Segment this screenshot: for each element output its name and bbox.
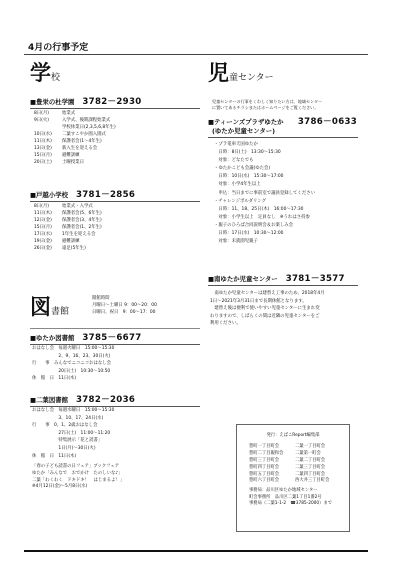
office-line: 事務局：品川区ゆたか地域センター [249, 488, 318, 494]
event-date: 8日(月) [34, 111, 50, 116]
section-underline [208, 137, 358, 138]
association-row [249, 451, 349, 458]
event-text: 遠足(5年生) [62, 246, 86, 252]
center-event-line: 日時：10日(水) 15:30～17:00 [214, 174, 284, 180]
library-detail-line: おはなし会 毎週火曜日 15:00～15:30 [32, 346, 115, 351]
library-detail-line: おはなし会 毎週水曜日 15:00～15:30 [32, 408, 115, 413]
section-underline [30, 108, 200, 109]
school-tel: 3782－2930 [82, 97, 142, 107]
header-divider [24, 54, 368, 55]
event-row [34, 152, 116, 159]
library-divider [30, 328, 200, 329]
center-name: ■南ゆたか児童センター [208, 275, 278, 283]
association-name: 二葉二丁目町会 [295, 457, 326, 463]
library-name: ■二葉図書館 [30, 396, 68, 404]
event-text: 土曜授業日 [62, 160, 84, 166]
school-heading-big: 学 [30, 60, 51, 85]
school-heading-small: 校 [51, 73, 61, 83]
event-row [34, 238, 102, 245]
event-row [34, 210, 102, 217]
center-tel: 3781－3577 [285, 274, 345, 284]
hours-weekday: 月曜日～土曜日 9：00～20：00 [92, 302, 157, 308]
event-row [34, 231, 102, 238]
center-event-line: ・ゆたかこども会議(ゆた会) [214, 166, 271, 172]
association-row [249, 444, 349, 451]
center-event-line: 対象：未就園児親子 [214, 239, 258, 245]
event-row [34, 224, 102, 231]
event-text: 避難訓練 [62, 239, 80, 245]
notice-line: 1日～2021年3月31日まで長期休館となります。 [210, 298, 307, 304]
footer-divider [24, 550, 368, 552]
center-event-line: 日時：17日(水) 10:30～12:00 [214, 231, 284, 237]
library-detail-line: 2、9、16、23、30日(火) [32, 353, 111, 359]
event-date: 20日(土) [34, 160, 52, 166]
address-line: 町会事務所 品川区二葉1丁目1番2号 [249, 494, 322, 500]
association-name: 豊町五丁目町会 [249, 471, 280, 477]
association-name: 西大井三丁目町会 [295, 478, 330, 484]
town-association-list [237, 440, 349, 485]
library-hours [92, 296, 157, 316]
association-name: 豊町四丁目町会 [249, 464, 280, 470]
event-row [34, 245, 102, 252]
event-row [34, 110, 116, 117]
center-subname: (ゆたか児童センター) [212, 127, 276, 135]
event-row [34, 159, 116, 166]
center-event-line: 対象：どなたでも [214, 158, 254, 164]
event-text: 保護者会(5、6年生) [62, 211, 102, 217]
event-row [34, 203, 102, 210]
notice-line: 建替え後は便利で使いやすい児童センターに生まれ変 [210, 306, 320, 312]
library-detail-line: 休 館 日 11日(木) [32, 376, 77, 382]
event-date: 9日(火) [34, 118, 50, 124]
children-center-heading [208, 62, 274, 84]
center-section-title [208, 118, 357, 126]
notice-line: 利用ください。 [210, 321, 241, 327]
fair-line: ゆたか「みんなで おでかけ たのしいな♪」 [32, 470, 123, 476]
event-row [34, 217, 102, 224]
event-date [34, 124, 62, 131]
association-name: 二葉第一町会 [295, 450, 321, 456]
event-text: 避難訓練 [62, 153, 80, 159]
library-section-title [30, 334, 142, 342]
intro-line: 児童センターの行事をくわしく知りたい方は、地域センター [212, 99, 323, 104]
event-text: 始業式・入学式 [62, 204, 93, 209]
event-date: 15日(月) [34, 225, 52, 231]
event-date: 15日(月) [34, 153, 52, 159]
library-detail-line: 1日(月)～30日(火) [32, 445, 96, 451]
center-event-line: ・プラ電車天国ゆたか [214, 142, 258, 147]
library-heading [30, 296, 69, 318]
school-event-list [34, 110, 116, 166]
event-date: 19日(金) [34, 239, 52, 245]
center-event-line: 日時：11、18、25日(木) 16:00～17:30 [214, 206, 304, 212]
school-heading [30, 62, 60, 84]
publisher-title: 発行：えばこReport編集部 [266, 433, 320, 438]
association-name: 二葉一丁目町会 [295, 443, 326, 449]
association-name: 豊町一丁目町会 [249, 443, 280, 449]
contact-line: 事務局（二葉1-1-2 ☎3785-2000）まで [249, 500, 333, 506]
library-detail-line: 3、10、17、24日(水) [32, 415, 104, 421]
hours-holiday: 日曜日、祝日 9：00～17：00 [92, 309, 156, 315]
center-name: ■ティーンズプラザゆたか [208, 118, 290, 126]
event-text: 保護者会(3、4年生) [62, 218, 102, 224]
center-event-line: 対象：小学4年生以上 [214, 182, 261, 188]
event-date: 17日(水) [34, 232, 52, 238]
event-date: 8日(月) [34, 204, 50, 209]
event-text: 保護者会(1～4年生) [62, 139, 102, 145]
center-event-line: ・チャレンジボルダリング [214, 198, 267, 204]
association-name: 二葉四丁目町会 [295, 471, 326, 477]
event-text: 1年生を迎える会 [62, 232, 96, 238]
center-event-list [214, 141, 315, 246]
school-section-title [30, 191, 135, 199]
library-detail-line: 27日(土) 11:00～11:20 [32, 430, 111, 436]
hours-title: 開館時間 [92, 296, 110, 301]
center-event-line: 申込：当日までに事前室で議員登録してください [214, 190, 315, 196]
section-underline [208, 285, 358, 286]
event-row [34, 145, 116, 152]
library-heading-small: 書館 [51, 307, 70, 317]
event-row [34, 117, 116, 124]
school-event-list [34, 203, 102, 252]
association-row [249, 458, 349, 465]
center-event-line: ・親子のひろば合同説明会＆お楽しみ会 [214, 222, 294, 228]
event-text: 入学式、後期課程始業式 [62, 118, 111, 124]
center-event-line: 日時：8日(土) 13:30～15:30 [214, 150, 281, 156]
library-tel: 3785－6677 [82, 333, 142, 343]
notice-line: わりますので、しばらくの間は近隣の児童センターをご [210, 313, 320, 319]
association-name: 豊町二丁目親和会 [249, 450, 284, 456]
event-date: 12日(金) [34, 218, 52, 224]
center-notice [210, 290, 325, 328]
library-heading-big: 図 [30, 294, 51, 319]
event-date: 26日(金) [34, 246, 52, 252]
association-row [249, 465, 349, 472]
school-name: ■豊栄の杜学園 [30, 98, 75, 106]
library-detail-line: 休 館 日 11日(木) [32, 453, 77, 459]
center-section-title [208, 275, 345, 283]
association-name: 二葉三丁目町会 [295, 464, 326, 470]
library-detail-line: 特集展示「花と読書」 [32, 438, 103, 444]
event-date: 11日(木) [34, 139, 52, 145]
notice-line: 南ゆたか児童センターは建替え工事のため、2018年4月 [210, 291, 325, 296]
event-row [34, 138, 116, 145]
library-section-title [30, 396, 135, 404]
library-name: ■ゆたか図書館 [30, 334, 75, 342]
library-detail-line: 行 事 0、1、2歳おはなし会 [32, 423, 98, 429]
event-text: 保護者会(1、2年生) [62, 225, 102, 231]
center-event-line: 対象：小学生以上 定員なし ※うれはさ持参 [214, 214, 310, 220]
page-title: 4月の行事予定 [28, 43, 89, 53]
library-detail-list [32, 407, 114, 460]
association-name: 豊町六丁目町会 [249, 478, 280, 484]
school-tel: 3781－2856 [76, 190, 136, 200]
children-center-heading-big: 児 [208, 60, 229, 85]
association-name: 豊町三丁目町会 [249, 457, 280, 463]
association-row [249, 478, 349, 485]
library-detail-line: 20日(土) 10:30～10:50 [32, 368, 111, 374]
publisher-contact [237, 485, 349, 507]
fair-line: 二葉「わくわく ドキドキ！ はじまるよ！」 [32, 477, 125, 483]
book-fair-notice [32, 464, 124, 491]
library-detail-line: 行 事 みんなでニコニコおはなし会 [32, 361, 112, 367]
school-name: ■戸越小学校 [30, 191, 68, 199]
event-row [34, 124, 116, 131]
school-section-title [30, 98, 142, 106]
library-tel: 3782－2036 [76, 395, 136, 405]
children-center-intro [212, 99, 322, 111]
center-tel: 3786－0633 [297, 117, 358, 127]
fair-line: 「春の子ども読書の日フェア」ブックフェア [32, 464, 120, 469]
event-row [34, 131, 116, 138]
event-date: 13日(金) [34, 146, 52, 152]
fair-line: ※4月12日(金)～5月8日(水) [32, 484, 88, 490]
event-date: 11日(木) [34, 211, 52, 217]
event-date: 10日(水) [34, 132, 52, 138]
publisher-info-box [236, 424, 350, 532]
event-text: 二葉すこやか園入園式 [62, 132, 106, 138]
library-detail-list [32, 345, 114, 383]
children-center-heading-small: 童センター [229, 73, 274, 83]
event-text: 学校休業日(2,3,5,6,8年生) [62, 125, 116, 131]
intro-line: に置いてあるチラシまたはホームページをご覧ください。 [212, 105, 319, 110]
section-underline [30, 201, 200, 202]
event-text: 新入生を迎える会 [62, 146, 98, 152]
event-text: 始業式 [62, 111, 76, 116]
